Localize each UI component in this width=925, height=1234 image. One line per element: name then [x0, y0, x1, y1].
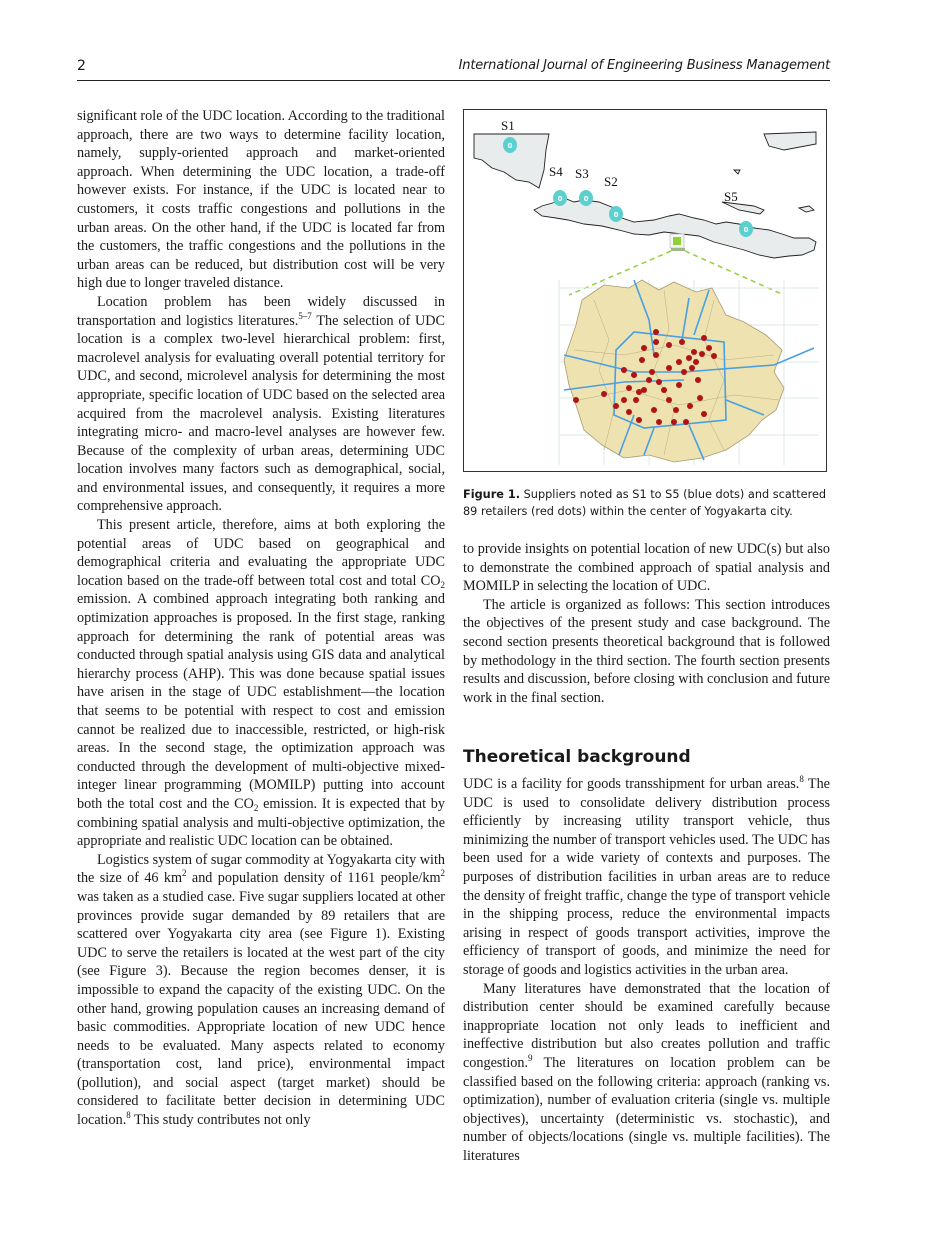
paragraph: Location problem has been widely discussed in transportation and logistics literatures.$^{5-7}$ The selection of UDC location is a complex two-level hierarchical problem: first, macrolevel analysis for evaluating overall potential territory for UDC, and second, microlevel analysis for determining the most appropriate, specific location of UDC based on the selected area acquired from the macrolevel analysis. Existing literatures integrating micro- and macro-level analyses are however few. Because of the complexity of urban areas, determining UDC location involves many factors such as demographical, social, and environmental issues, and consequently, it requires a more comprehensive approach. [77, 293, 445, 515]
figure-caption-text: Suppliers noted as S1 to S5 (blue dots) and scattered 89 retailers (red dots) within the center of Yogyakarta city. [463, 488, 827, 518]
paragraph: UDC is a facility for goods transshipment for urban areas.$^8$ The UDC is used to consolidate delivery distribution process efficiently by increasing utility transport vehicle, thus minimizing the number of transport vehicles used. The UDC has been used for a wide variety of contexts and purposes. The purposes of distribution facilities in urban areas are to reduce the density of freight traffic, change the type of transport vehicle in the shipping process, reduce the environmental impacts arising in respect of goods transport activities, improve the efficiency of transport of goods, and minimize the need for storage of goods and logistics activities in the urban area. [463, 774, 830, 978]
section-heading: Theoretical background [463, 747, 691, 767]
running-header [77, 58, 830, 81]
figure-1-map [463, 109, 827, 472]
citation[interactable]: 8 [799, 774, 804, 784]
paragraph: The article is organized as follows: This section introduces the objectives of the present study and case background. The second section presents theoretical background that is followed by methodology in the third section. The fourth section presents results and discussion, before closing with conclusion and future work in the final section. [463, 596, 830, 706]
svg-text:0: 0 [583, 195, 589, 203]
supplier-label-s4: S4 [549, 164, 563, 179]
left-column [77, 107, 445, 1130]
svg-text:0: 0 [507, 142, 513, 150]
svg-text:0: 0 [743, 226, 749, 234]
journal-title: International Journal of Engineering Business Management [458, 58, 830, 73]
citation[interactable]: 8 [126, 1110, 131, 1121]
figure-caption [463, 486, 833, 520]
citation[interactable]: 5–7 [298, 310, 312, 321]
page-number: 2 [77, 58, 86, 74]
citation[interactable]: 9 [528, 1052, 533, 1063]
map-graphic [464, 110, 825, 470]
svg-text:0: 0 [557, 195, 563, 203]
supplier-label-s2: S2 [604, 174, 618, 189]
right-column-intro [463, 540, 830, 707]
island-map [474, 132, 816, 258]
paragraph: to provide insights on potential location of new UDC(s) but also to demonstrate the combined approach of spatial analysis and MOMILP in selecting the location of UDC. [463, 541, 830, 595]
supplier-label-s5: S5 [724, 189, 738, 204]
right-column-section [463, 775, 830, 1165]
supplier-label-s1: S1 [501, 118, 515, 133]
figure-caption-label: Figure 1. [463, 488, 521, 501]
paragraph: Many literatures have demonstrated that the location of distribution center should be examined carefully because inappropriate location not only leads to inefficient and ineffective distribution but also creates pollution and traffic congestion.$^9$ The literatures on location problem can be classified based on the following criteria: approach (ranking vs. optimization), number of evaluation criteria (single vs. multiple objectives), uncertainty (deterministic vs. stochastic), and number of objects/locations (single vs. multiple facilities). The literatures [463, 980, 830, 1164]
paragraph: significant role of the UDC location. According to the traditional approach, there are two ways to determine facility location, namely, supply-oriented approach and market-oriented approach. When determining the UDC location, a trade-off however exists. For instance, if the UDC is located near to customers, it costs traffic congestions and pollutions in the urban areas. On the other hand, if the UDC is located far from the customers, the traffic congestions and the pollutions in the urban areas can be reduced, but distribution cost will be very high due to longer traveled distance. [77, 108, 445, 292]
supplier-label-s3: S3 [575, 166, 589, 181]
paragraph: Logistics system of sugar commodity at Yogyakarta city with the size of 46 $km^2$ and population density of 1161 people/$km^2$ was taken as a studied case. Five sugar suppliers located at other provinces provide sugar demanded by 89 retailers that are scattered over Yogyakarta city area (see Figure 1). Existing UDC to serve the retailers is located at the west part of the city (see Figure 3). Because the region becomes denser, it is impossible to expand the capacity of the existing UDC. On the other hand, growing population causes an increasing demand of basic commodities. Appropriate location of new UDC hence needs to be evaluated. Many aspects related to economy (transportation cost, land price), environmental impact (pollution), and social aspect (target market) should be considered to facilitate better decision in determining UDC location.$^8$ This study contributes not only [77, 851, 445, 1129]
paragraph: This present article, therefore, aims at both exploring the potential areas of UDC based on geographical and demographical criteria and evaluating the appropriate UDC location based on the trade-off between total cost and total $CO_2$ emission. A combined approach integrating both ranking and optimization approaches is proposed. In the first stage, ranking approach for determining the rank of potential areas was conducted through spatial analysis using GIS data and analytical hierarchy process (AHP). This was done because spatial issues have arisen in the stage of UDC establishment—the location that seems to be potential with respect to cost and emission cannot be realized due to inaccessible, restricted, or high-risk areas. In the second stage, the optimization approach was conducted through the development of multi-objective mixed-integer linear programming (MOMILP) putting into account both the total cost and the $CO_2$ emission. It is expected that by combining spatial analysis and multi-objective optimization, the appropriate and realistic UDC location can be obtained. [77, 517, 445, 850]
svg-text:0: 0 [613, 211, 619, 219]
